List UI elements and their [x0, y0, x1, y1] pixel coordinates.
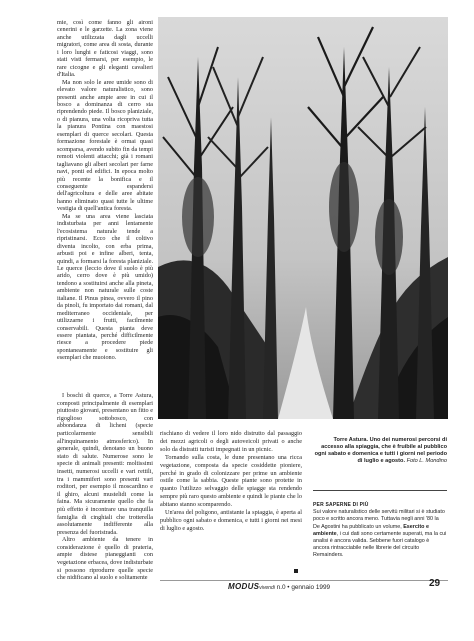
sidebar-title: PER SAPERNE DI PIÙ: [313, 502, 369, 508]
sidebar-divider: [313, 490, 447, 491]
article-column-left-top: [57, 19, 153, 391]
article-paragraph: mie, così come fanno gli aironi cenerini e le garzette. La zona viene anche utilizzata dagli uccelli migratori, come area di sosta, durante i loro lunghi e faticosi viaggi, sono stati visti fermarsi, per esempio, le rare cicogne e gli eleganti cavalieri d'Italia.: [57, 19, 153, 79]
sidebar-text: Sui valore naturalistico delle servitù militari si è studiato poco e scritto ancora meno. Tuttavia negli anni '80 la De Agostini ha pubblicato un volume,: [313, 509, 445, 530]
article-end-mark: [294, 569, 298, 573]
page-footer: [228, 582, 330, 591]
magazine-brand-suffix: vivendi: [259, 585, 275, 591]
article-paragraph: I boschi di querce, a Torre Astura, composti principalmente di esemplari piuttosto giovani, presentano un fitto e rigoglioso sottobosco, con abbondanza di licheni (specie particolarmente sensibili all'inquinamento atmosferico). In generale, quindi, denotano un buono stato di salute. Numerose sono le specie di animali presenti: moltissimi insetti, numerosi uccelli e vari rettili, tra i mammiferi sono presenti vari roditori, per esempio il moscardino e il ghiro, alcuni mustelidi come la faina. Ma sicuramente quello che fa più effetto è incontrare una tranquilla famiglia di cinghiali che trotterella assolutamente indifferente alla presenza del fuoristrada.: [57, 392, 153, 536]
sidebar-book-title: Esercito e ambiente: [313, 523, 429, 537]
footer-divider: [160, 580, 448, 581]
article-paragraph: Ma se una area viene lasciata indisturbata per anni lentamente l'ecosistema naturale tende a ripristinarsi. Ecco che il coltivo diventa incolto, con erba prima, arbusti poi e infine alberi, tenta, quindi, a formarsi la foresta planiziale. Le querce (leccio dove il suolo è più arido, cerro dove è più umido) tendono a sostituirsi anche alla pineta, ambiente non naturale sulle coste italiane. Il Pinus pinea, ovvero il pino da pinoli, fu importato dai romani, dal mediterraneo occidentale, per utilizzarne i frutti, facilmente conservabili. Questa pianta deve essere piantata, perché difficilmente riesce a procedere piede spontaneamente e sostituire gli esemplari che muoiono.: [57, 212, 153, 362]
sidebar-text-continued: , i cui dati sono certamente superati, ma la cui analisi è ancora valida. Sebbene fuori catalogo è ancora rintracciabile nelle librerie del circuito Remainders.: [313, 530, 447, 559]
sidebar-box: [313, 502, 447, 560]
photo-credit: Foto L. Mondino: [406, 458, 447, 464]
magazine-brand: MODUS: [228, 582, 260, 591]
article-paragraph: Un'area del poligono, antistante la spiaggia, è aperta al pubblico ogni sabato e domenica, e tutti i giorni nei mesi di luglio e agosto.: [160, 509, 302, 532]
photo-torre-astura: [158, 17, 448, 419]
article-paragraph: Altro ambiente da tenere in considerazione è quello di prateria, ampie distese pianeggianti con vegetazione erbacea, dove indisturbate si possono riprodurre quelle specie che nidificano al suolo e solitamente: [57, 536, 153, 582]
photo-caption: [313, 437, 447, 465]
article-paragraph: Ma non solo le aree umide sono di elevato valore naturalistico, sono presenti anche ampie aree in cui il bosco a dominanza di cerro sta riprendendo piede. Il bosco planiziale, o di pianura, una volta ricopriva tutta la pianura Pontina con maestosi esemplari di querce secolari. Questa formazione forestale è ormai quasi scomparsa, avendo subito fin da tempi remoti violenti attacchi; già i romani tagliavano gli alberi secolari per farne navi, ponti ed edifici. In epoca molto più recente la bonifica e il conseguente espandersi dell'agricoltura e delle aree abitate hanno eliminato quasi tutte le ultime vestigia di quell'antica foresta.: [57, 78, 153, 213]
article-paragraph: rischiano di vedere il loro nido distrutto dal passaggio dei mezzi agricoli o degli autoveicoli privati o anche solo da distratti turisti impegnati in un picnic.: [160, 430, 302, 453]
issue-info: n.0 • gennaio 1999: [276, 584, 331, 591]
article-paragraph: Tornando sulla costa, le dune presentano una ricca vegetazione, composta da specie cosiddette pioniere, perché in grado di colonizzare per prime un ambiente ostile come la sabbia. Queste piante sono protette in quanto l'utilizzo selvaggio delle spiagge sta rendendo sempre più raro questo ambiente e quindi le piante che lo abitano stanno scomparendo.: [160, 453, 302, 509]
photo-drawing: [158, 17, 448, 419]
article-column-left: [57, 392, 153, 582]
caption-text: Torre Astura. Uno dei numerosi percorsi di accesso alla spiaggia, che è fruibile al pubblico ogni sabato e domenica e tutti i giorni nel periodo di luglio e agosto.: [314, 437, 447, 464]
article-column-middle: [160, 430, 302, 533]
page-number: 29: [429, 578, 441, 589]
